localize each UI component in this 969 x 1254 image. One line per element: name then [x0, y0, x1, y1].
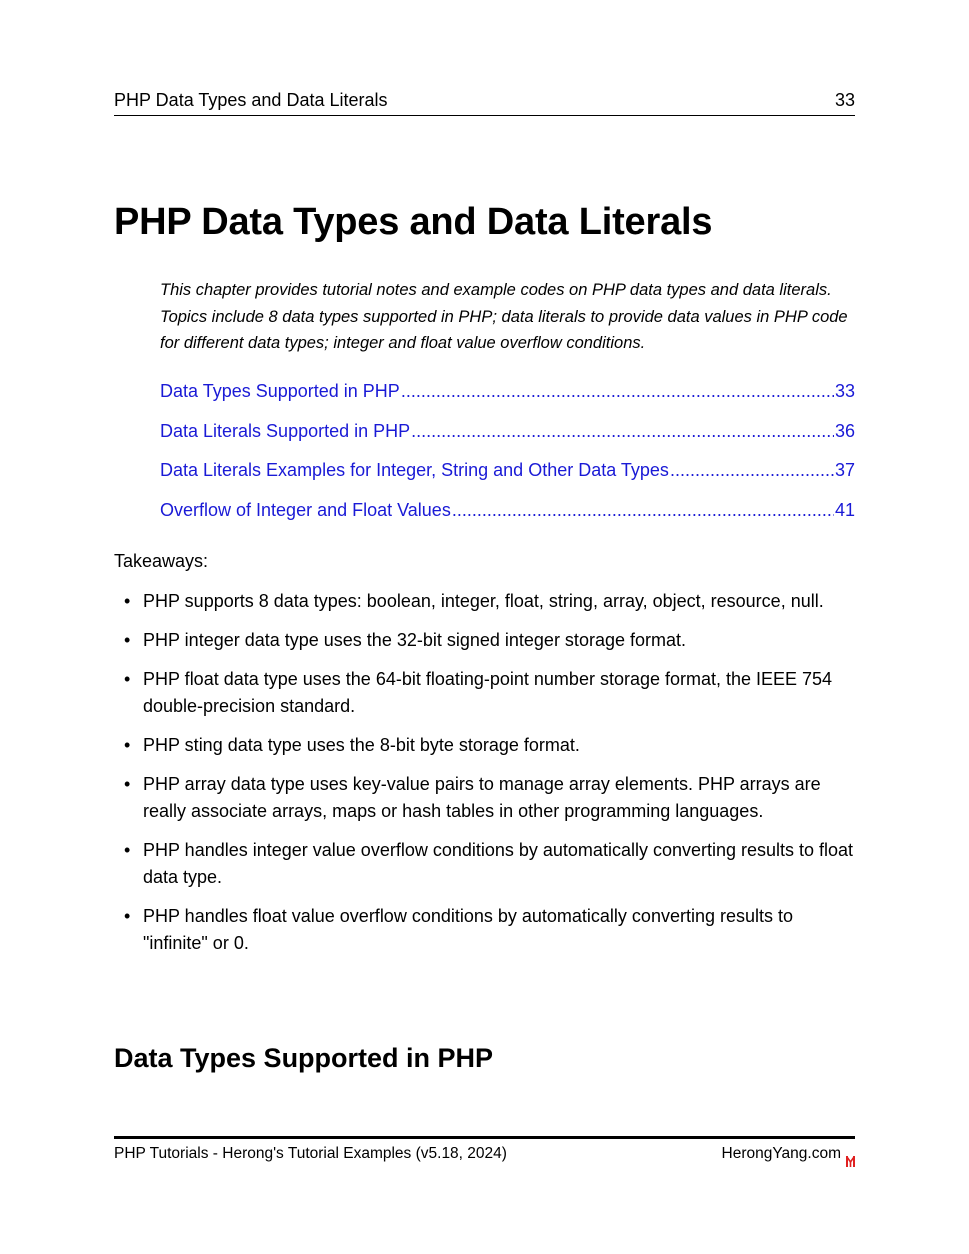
list-item — [114, 627, 859, 654]
toc-entry-label: Data Literals Supported in PHP — [160, 420, 411, 441]
toc-entry-page: 33 — [834, 381, 855, 401]
header-page-number: 33 — [834, 90, 855, 110]
table-of-contents — [160, 378, 855, 536]
list-item — [114, 732, 859, 759]
list-item-text: PHP supports 8 data types: boolean, integer, float, string, array, object, resource, null. — [143, 591, 824, 611]
bullet-icon: • — [124, 591, 131, 611]
toc-link-data-types-supported[interactable] — [160, 378, 855, 418]
bullet-icon: • — [124, 774, 131, 794]
takeaways-heading: Takeaways: — [114, 551, 209, 571]
list-item-text: PHP array data type uses key-value pairs to manage array elements. PHP arrays are really associate arrays, maps or hash tables in other programming languages. — [143, 774, 821, 821]
toc-entry-label: Overflow of Integer and Float Values — [160, 499, 451, 520]
herong-logo-icon — [846, 1149, 855, 1160]
list-item-text: PHP sting data type uses the 8-bit byte storage format. — [143, 735, 580, 755]
bullet-icon: • — [124, 735, 131, 755]
section-title: Data Types Supported in PHP — [114, 1043, 494, 1073]
bullet-icon: • — [124, 630, 131, 650]
list-item-text: PHP integer data type uses the 32-bit signed integer storage format. — [143, 630, 686, 650]
toc-dot-leader — [670, 457, 834, 483]
footer-site-name: HerongYang.com — [721, 1145, 841, 1162]
bullet-icon: • — [124, 840, 131, 860]
toc-link-data-literals-examples[interactable] — [160, 457, 855, 497]
bullet-icon: • — [124, 669, 131, 689]
bullet-icon: • — [124, 906, 131, 926]
list-item — [114, 666, 859, 720]
toc-entry-label: Data Literals Examples for Integer, String and Other Data Types — [160, 460, 669, 480]
list-item — [114, 903, 859, 957]
footer-book-title: PHP Tutorials - Herong's Tutorial Examples (v5.18, 2024) — [114, 1145, 507, 1162]
toc-dot-leader — [401, 378, 834, 404]
header-title: PHP Data Types and Data Literals — [114, 90, 388, 110]
list-item-text: PHP float data type uses the 64-bit floating-point number storage format, the IEEE 754 double-precision standard. — [143, 669, 833, 716]
toc-dot-leader — [452, 497, 834, 523]
chapter-title: PHP Data Types and Data Literals — [114, 201, 713, 243]
takeaways-list — [114, 588, 859, 969]
list-item-text: PHP handles integer value overflow conditions by automatically converting results to float data type. — [143, 840, 854, 887]
running-header — [114, 88, 855, 116]
chapter-abstract: This chapter provides tutorial notes and example codes on PHP data types and data literals. Topics include 8 data types supported in PHP; data literals to provide data values in PHP code for different data types; integer and float value overflow conditions. — [160, 281, 848, 352]
toc-entry-page: 41 — [834, 499, 855, 520]
toc-entry-label: Data Types Supported in PHP — [160, 381, 400, 401]
toc-link-overflow-values[interactable] — [160, 497, 855, 537]
list-item — [114, 837, 859, 891]
toc-dot-leader — [411, 418, 834, 444]
list-item-text: PHP handles float value overflow conditions by automatically converting results to "infinite" or 0. — [143, 906, 794, 953]
footer-site — [722, 1140, 855, 1168]
list-item — [114, 771, 859, 825]
toc-entry-page: 37 — [834, 460, 855, 480]
running-footer — [114, 1136, 855, 1168]
toc-entry-page: 36 — [834, 420, 855, 441]
toc-link-data-literals-supported[interactable] — [160, 418, 855, 458]
list-item — [114, 588, 859, 615]
